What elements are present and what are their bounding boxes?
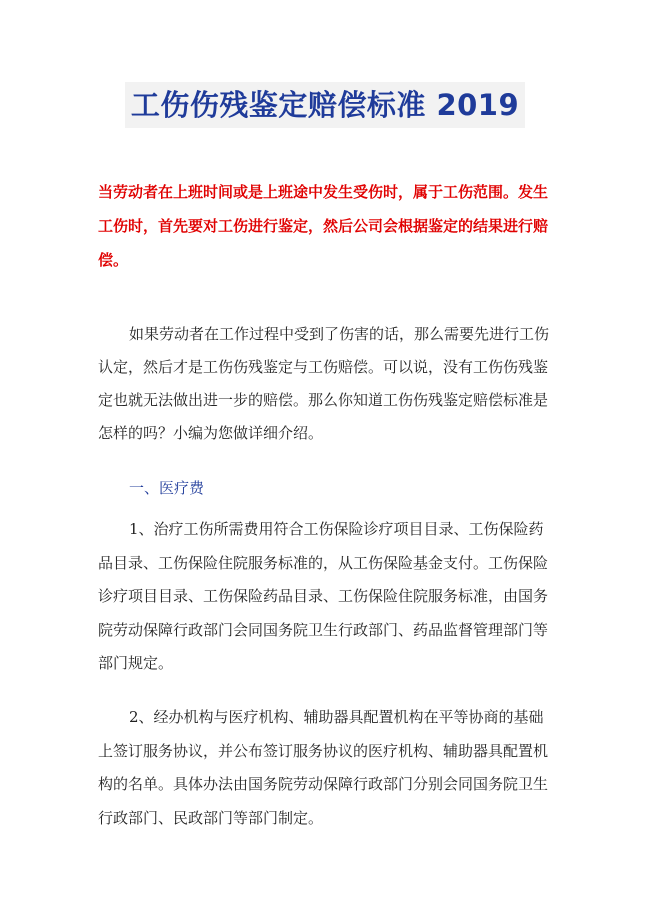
body-paragraph-intro: 如果劳动者在工作过程中受到了伤害的话，那么需要先进行工伤认定，然后才是工伤伤残鉴定与工伤赔偿。可以说，没有工伤伤残鉴定也就无法做出进一步的赔偿。那么你知道工伤伤残鉴定赔偿标准是怎样的吗？小编为您做详细介绍。 [98, 325, 550, 442]
list-item-1: 1、治疗工伤所需费用符合工伤保险诊疗项目目录、工伤保险药品目录、工伤保险住院服务标准的，从工伤保险基金支付。工伤保险诊疗项目目录、工伤保险药品目录、工伤保险住院服务标准，由国务院劳动保障行政部门会同国务院卫生行政部门、药品监督管理部门等部门规定。 [98, 520, 549, 672]
title-container [0, 82, 650, 128]
list-item-2: 2、经办机构与医疗机构、辅助器具配置机构在平等协商的基础上签订服务协议，并公布签订服务协议的医疗机构、辅助器具配置机构的名单。具体办法由国务院劳动保障行政部门分别会同国务院卫生行政部门、民政部门等部门制定。 [98, 708, 549, 827]
section-heading-medical-fees: 一、医疗费 [129, 479, 205, 497]
intro-summary: 当劳动者在上班时间或是上班途中发生受伤时，属于工伤范围。发生工伤时，首先要对工伤进行鉴定，然后公司会根据鉴定的结果进行赔偿。 [98, 183, 549, 269]
document-title: 工伤伤残鉴定赔偿标准 2019 [125, 82, 525, 128]
